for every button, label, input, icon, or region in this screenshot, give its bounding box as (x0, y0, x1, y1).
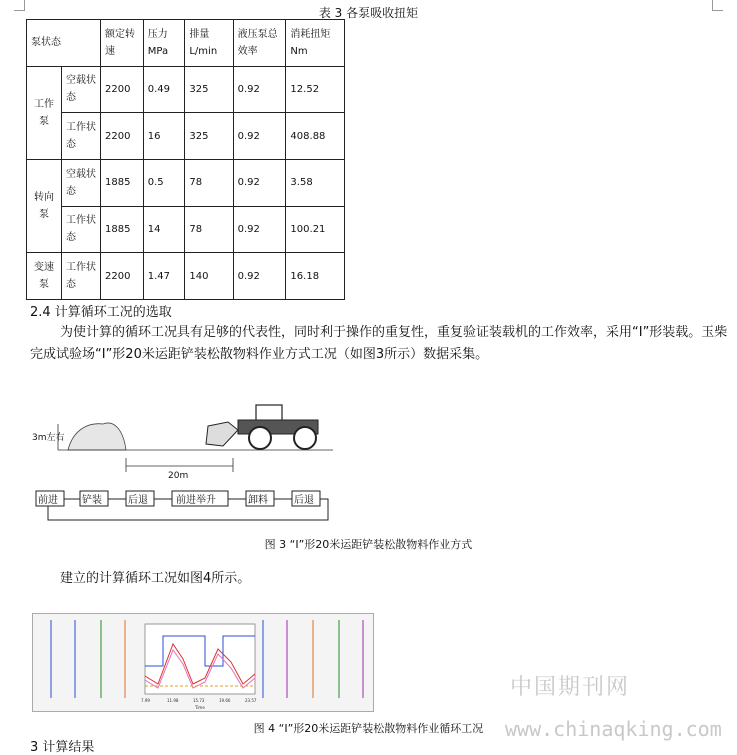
displacement-cell: 325 (185, 113, 233, 160)
table-row (27, 159, 345, 206)
group-label: 变速泵 (27, 253, 62, 300)
x-tick-label: 19.66 (219, 698, 231, 703)
displacement-cell: 78 (185, 159, 233, 206)
step-label: 前进 (38, 495, 58, 506)
step-reverse-2 (292, 491, 320, 506)
pressure-cell: 16 (143, 113, 185, 160)
loader-operation-diagram (28, 400, 338, 528)
speed-cell: 1885 (101, 206, 144, 253)
speed-cell: 1885 (101, 159, 144, 206)
figure3-caption: 图 3 “Ⅰ”形20米运距铲装松散物料作业方式 (264, 538, 473, 551)
watermark-site-name: 中国期刊网 (510, 675, 631, 700)
watermark-url: www.chinaqking.com (505, 717, 722, 741)
distance-label: 20m (168, 471, 189, 481)
table-row (27, 66, 345, 113)
efficiency-cell: 0.92 (233, 253, 286, 300)
torque-cell: 3.58 (286, 159, 345, 206)
step-label: 后退 (294, 495, 314, 506)
pressure-cell: 0.49 (143, 66, 185, 113)
step-forward (36, 491, 64, 506)
displacement-cell: 325 (185, 66, 233, 113)
pressure-cell: 1.47 (143, 253, 185, 300)
table-row (27, 113, 345, 160)
material-pile (68, 423, 126, 450)
step-reverse (126, 491, 154, 506)
state-cell: 空载状态 (62, 159, 101, 206)
state-cell: 空载状态 (62, 66, 101, 113)
torque-cell: 100.21 (286, 206, 345, 253)
group-label: 工作泵 (27, 66, 62, 159)
step-label: 后退 (128, 495, 148, 506)
body-paragraph-2: 建立的计算循环工况如图4所示。 (60, 571, 251, 586)
group-label: 转向泵 (27, 159, 62, 252)
table-header-row (27, 20, 345, 67)
header-rated-speed: 额定转速 (101, 20, 144, 67)
body-paragraph: 为使计算的循环工况具有足够的代表性，同时利于操作的重复性，重复验证装载机的工作效率，采用“Ⅰ”形装载。玉柴完成试验场“Ⅰ”形20米运距铲装松散物料作业方式工况（如图3所示）数据采集。 (30, 325, 728, 362)
torque-cell: 16.18 (286, 253, 345, 300)
torque-cell: 408.88 (286, 113, 345, 160)
efficiency-cell: 0.92 (233, 113, 286, 160)
state-cell: 工作状态 (62, 113, 101, 160)
figure4-caption: 图 4 “Ⅰ”形20米运距铲装松散物料作业循环工况 (253, 722, 484, 735)
efficiency-cell: 0.92 (233, 206, 286, 253)
step-unload (246, 491, 274, 506)
displacement-cell: 78 (185, 206, 233, 253)
loader-icon (206, 405, 318, 449)
speed-cell: 2200 (101, 113, 144, 160)
header-displacement: 排量L/min (185, 20, 233, 67)
x-tick-label: 15.73 (193, 698, 205, 703)
step-label: 铲装 (82, 495, 102, 506)
efficiency-cell: 0.92 (233, 159, 286, 206)
x-tick-label: 11.98 (167, 698, 179, 703)
header-pressure: 压力MPa (143, 20, 185, 67)
header-pump-state: 泵状态 (27, 20, 101, 67)
torque-cell: 12.52 (286, 66, 345, 113)
pressure-cell: 14 (143, 206, 185, 253)
x-axis-title: Time (195, 705, 205, 710)
next-section-heading: 3 计算结果 (30, 740, 95, 755)
height-label: 3m左右 (32, 433, 65, 443)
pressure-cell: 0.5 (143, 159, 185, 206)
table-caption: 表 3 各泵吸收扭矩 (318, 6, 419, 20)
section-heading: 2.4 计算循环工况的选取 (30, 305, 172, 320)
pump-torque-table (26, 19, 345, 300)
table-row (27, 206, 345, 253)
cycle-signal-plot (32, 613, 374, 712)
header-efficiency: 液压泵总效率 (233, 20, 286, 67)
state-cell: 工作状态 (62, 206, 101, 253)
step-label: 前进举升 (176, 495, 216, 506)
table-row (27, 253, 345, 300)
displacement-cell: 140 (185, 253, 233, 300)
step-forward-lift (172, 491, 228, 506)
step-scoop (80, 491, 108, 506)
header-torque: 消耗扭矩 Nm (286, 20, 345, 67)
step-label: 卸料 (248, 495, 268, 506)
state-cell: 工作状态 (62, 253, 101, 300)
speed-cell: 2200 (101, 66, 144, 113)
speed-cell: 2200 (101, 253, 144, 300)
x-tick-label: 23.57 (245, 698, 257, 703)
x-tick-label: 7.99 (141, 698, 150, 703)
efficiency-cell: 0.92 (233, 66, 286, 113)
